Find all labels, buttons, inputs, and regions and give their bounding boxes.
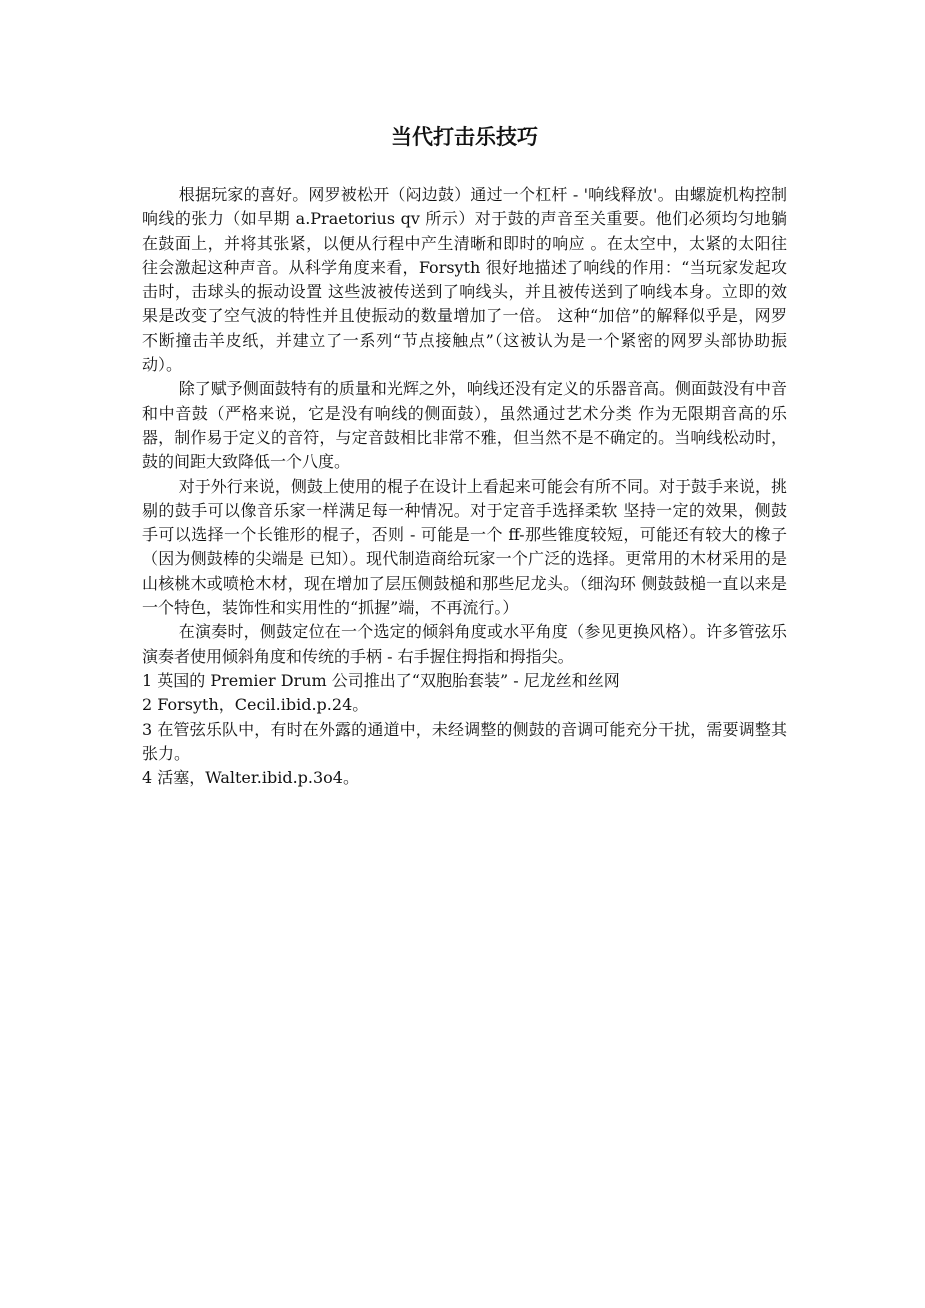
footnote-2: 2 Forsyth，Cecil.ibid.p.24。 [142,695,369,715]
paragraph-1: 根据玩家的喜好。网罗被松开（闷边鼓）通过一个杠杆 - '响线释放'。由螺旋机构控制响线的张力（如早期 a.Praetorius qv 所示）对于鼓的声音至关重要。他们必须均匀地躺在鼓面上，并将其张紧，以便从行程中产生清晰和即时的响应 。在太空中，太紧的太阳往往会激起这种声音。从科学角度来看，Forsyth 很好地描述了响线的作用：“当玩家发起攻击时，击球头的振动设置 这些波被传送到了响线头，并且被传送到了响线本身。立即的效果是改变了空气波的特性并且使振动的数量增加了一倍。 这种“加倍”的解释似乎是，网罗不断撞击羊皮纸，并建立了一系列“节点接触点”（这被认为是一个紧密的网罗头部协助振动）。 [142,185,787,375]
footnote-1: 1 英国的 Premier Drum 公司推出了“双胞胎套装” - 尼龙丝和丝网 [142,670,620,690]
footnote-4: 4 活塞，Walter.ibid.p.3o4。 [142,768,359,788]
paragraph-4: 在演奏时，侧鼓定位在一个选定的倾斜角度或水平角度（参见更换风格）。许多管弦乐演奏者使用倾斜角度和传统的手柄 - 右手握住拇指和拇指尖。 [142,622,787,666]
document-title: 当代打击乐技巧 [391,125,538,149]
paragraph-2: 除了赋予侧面鼓特有的质量和光辉之外，响线还没有定义的乐器音高。侧面鼓没有中音和中音鼓（严格来说，它是没有响线的侧面鼓），虽然通过艺术分类 作为无限期音高的乐器，制作易于定义的音符，与定音鼓相比非常不雅，但当然不是不确定的。当响线松动时，鼓的间距大致降低一个八度。 [142,379,787,472]
footnote-3: 3 在管弦乐队中，有时在外露的通道中，未经调整的侧鼓的音调可能充分干扰，需要调整其张力。 [142,719,787,763]
document-body [142,183,787,790]
paragraph-3: 对于外行来说，侧鼓上使用的棍子在设计上看起来可能会有所不同。对于鼓手来说，挑剔的鼓手可以像音乐家一样满足每一种情况。对于定音手选择柔软 坚持一定的效果，侧鼓手可以选择一个长锥形的棍子，否则 - 可能是一个 ff-那些锥度较短，可能还有较大的橡子（因为侧鼓棒的尖端是 已知）。现代制造商给玩家一个广泛的选择。更常用的木材采用的是山核桃木或喷枪木材，现在增加了层压侧鼓槌和那些尼龙头。（细沟环 侧鼓鼓槌一直以来是一个特色，装饰性和实用性的“抓握”端，不再流行。） [142,476,787,618]
